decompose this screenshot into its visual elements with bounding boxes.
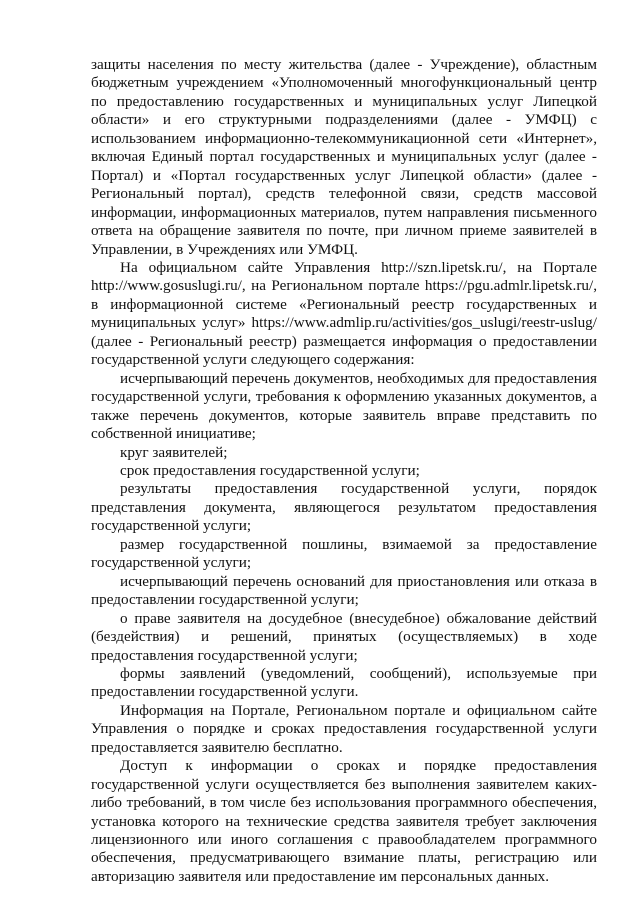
list-item-documents: исчерпывающий перечень документов, необходимых для предоставления государственной услуги, требования к оформлению указанных документов, а также перечень документов, которые заявитель вправе представить по собственной инициативе; bbox=[91, 369, 597, 443]
list-item-results: результаты предоставления государственной услуги, порядок представления документа, являющегося результатом предоставления государственной услуги; bbox=[91, 480, 597, 535]
list-item-applicants: круг заявителей; bbox=[120, 443, 228, 461]
list-item-appeal: о праве заявителя на досудебное (внесудебное) обжалование действий (бездействия) и решений, принятых (осуществляемых) в ходе предоставления государственной услуги; bbox=[91, 609, 597, 664]
list-item-term: срок предоставления государственной услуги; bbox=[120, 461, 420, 479]
paragraph-websites: На официальном сайте Управления http://szn.lipetsk.ru/, на Портале http://www.gosuslugi.ru/, на Региональном портале https://pgu.admlr.lipetsk.ru/, в информационной системе «Региональный реестр государственных и муниципальных услуг» https://www.admlip.ru/activities/gos_uslugi/reestr-uslug/ (далее - Региональный реестр) размещается информация о предоставлении государственной услуги следующего содержания: bbox=[91, 258, 597, 369]
list-item-fee: размер государственной пошлины, взимаемой за предоставление государственной услуги; bbox=[91, 535, 597, 572]
paragraph-free-info: Информация на Портале, Региональном портале и официальном сайте Управления о порядке и сроках предоставления государственной услуги предоставляется заявителю бесплатно. bbox=[91, 701, 597, 756]
paragraph-intro: защиты населения по месту жительства (далее - Учреждение), областным бюджетным учреждением «Уполномоченный многофункциональный центр по предоставлению государственных и муниципальных услуг Липецкой области» и его структурными подразделениями (далее - УМФЦ) с использованием информационно-телекоммуникационной сети «Интернет», включая Единый портал государственных и муниципальных услуг (далее - Портал) и «Портал государственных услуг Липецкой области» (далее - Региональный портал), средств телефонной связи, средств массовой информации, информационных материалов, путем направления письменного ответа на обращение заявителя по почте, при личном приеме заявителей в Управлении, в Учреждениях или УМФЦ. bbox=[91, 56, 597, 258]
document-page bbox=[91, 56, 597, 886]
list-item-forms: формы заявлений (уведомлений, сообщений), используемые при предоставлении государственной услуги. bbox=[91, 664, 597, 701]
paragraph-access: Доступ к информации о сроках и порядке предоставления государственной услуги осуществляется без выполнения заявителем каких-либо требований, в том числе без использования программного обеспечения, установка которого на технические средства заявителя требует заключения лицензионного или иного соглашения с правообладателем программного обеспечения, предусматривающего взимание платы, регистрацию или авторизацию заявителя или предоставление им персональных данных. bbox=[91, 757, 597, 885]
list-item-grounds: исчерпывающий перечень оснований для приостановления или отказа в предоставлении государственной услуги; bbox=[91, 572, 597, 609]
